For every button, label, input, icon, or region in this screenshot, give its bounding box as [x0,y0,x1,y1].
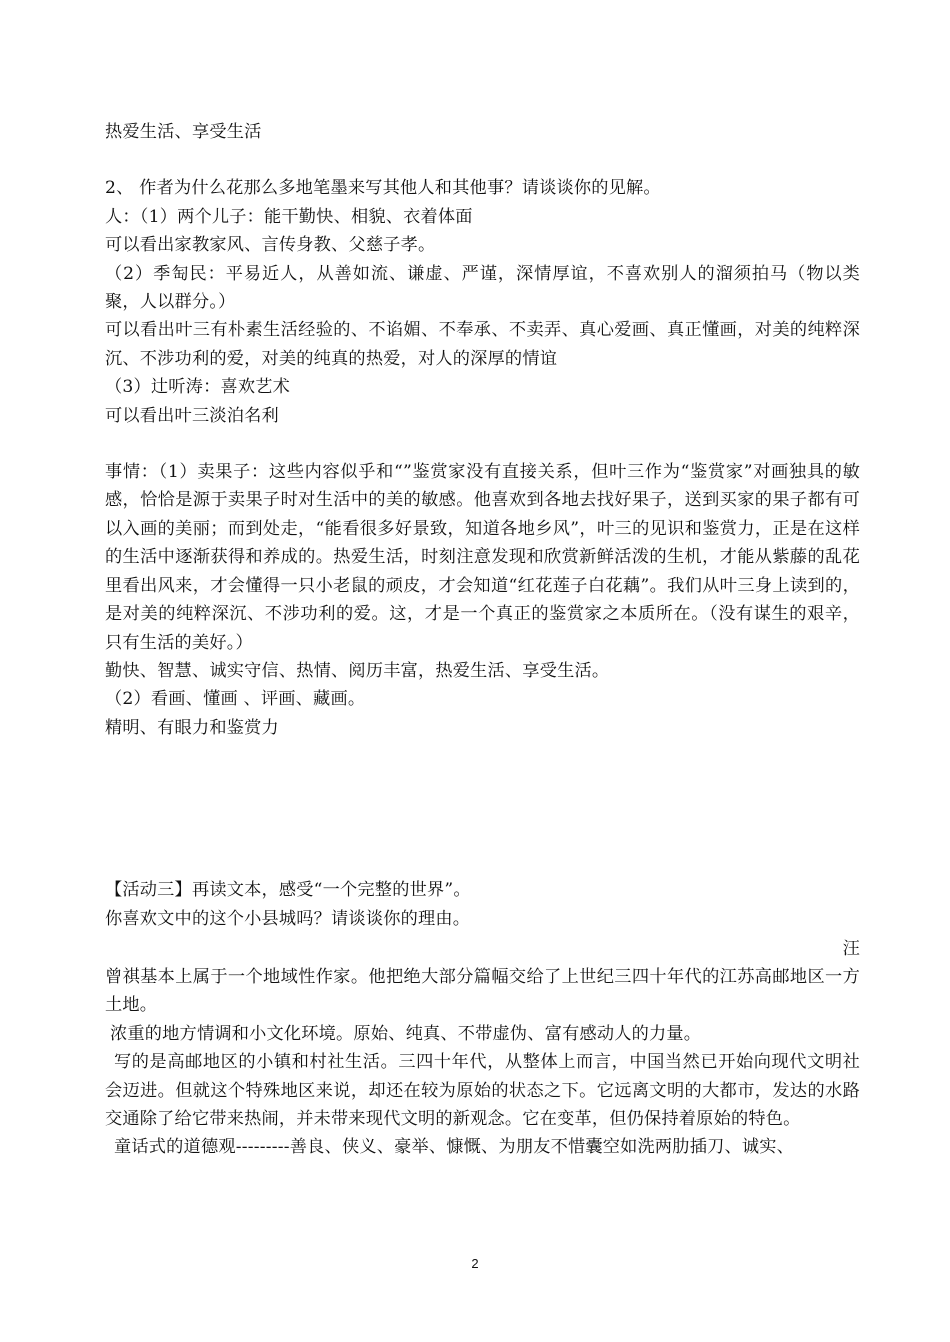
activity-3-title: 【活动三】再读文本，感受“一个完整的世界”。 [105,880,471,901]
author-name-start: 汪 [842,938,860,959]
events-2: （2）看画、懂画 、评画、藏画。 [105,689,366,710]
events-1-summary: 勤快、智慧、诚实守信、热情、阅历丰富，热爱生活、享受生活。 [105,660,610,681]
events-2-summary: 精明、有眼力和鉴赏力 [105,717,279,738]
activity-3-question: 你喜欢文中的这个小县城吗？请谈谈你的理由。 [105,908,471,929]
author-intro: 曾祺基本上属于一个地域性作家。他把绝大部分篇幅交给了上世纪三四十年代的江苏高邮地区一方土地。 [105,966,860,1016]
local-color: 浓重的地方情调和小文化环境。原始、纯真、不带虚伪、富有感动人的力量。 [110,1023,702,1044]
people-2-analysis: 可以看出叶三有朴素生活经验的、不谄媚、不奉承、不卖弄、真心爱画、真正懂画，对美的纯粹深沉、不涉功利的爱，对美的纯真的热爱，对人的深厚的情谊 [105,320,860,369]
people-3-analysis: 可以看出叶三淡泊名利 [105,405,279,426]
page-number: 2 [471,1256,479,1271]
spacer [105,146,860,174]
question-2: 2、 作者为什么花那么多地笔墨来写其他人和其他事？请谈谈你的见解。 [105,178,661,199]
spacer [105,430,860,458]
people-1-analysis: 可以看出家教家风、言传身教、父慈子孝。 [105,235,436,256]
paragraph-1: 热爱生活、享受生活 [105,122,262,142]
events-1: 事情：（1）卖果子：这些内容似乎和“”鉴赏家没有直接关系，但叶三作为“鉴赏家”对画独具的敏感，恰恰是源于卖果子时对生活中的美的敏感。他喜欢到各地去找好果子，送到买家的果子都有可以入画的美丽；而到处走，“能看很多好景致，知道各地乡风”，叶三的见识和鉴赏力，正是在这样的生活中逐渐获得和养成的。热爱生活，时刻注意发现和欣赏新鲜活泼的生机，才能从紫藤的乱花里看出风来，才会懂得一只小老鼠的顽皮，才会知道“红花莲子白花藕”。我们从叶三身上读到的，是对美的纯粹深沉、不涉功利的爱。这，才是一个真正的鉴赏家之本质所在。（没有谋生的艰辛，只有生活的美好。） [105,462,860,653]
people-3: （3）辻听涛：喜欢艺术 [105,377,291,398]
people-2: （2）季匋民：平易近人，从善如流、谦虚、严谨，深情厚谊，不喜欢别人的溜须拍马（物以类聚，人以群分。） [105,263,860,313]
fairy-tale-morality: 童话式的道德观---------善良、侠义、豪举、慷慨、为朋友不惜囊空如洗两肋插刀、诚实、 [114,1137,795,1158]
page-body [105,118,860,1162]
spacer [105,742,860,876]
people-1: 人：（1）两个儿子：能干勤快、相貌、衣着体面 [105,206,473,227]
gaoyou-description: 写的是高邮地区的小镇和村社生活。三四十年代，从整体上而言，中国当然已开始向现代文明社会迈进。但就这个特殊地区来说，却还在较为原始的状态之下。它远离文明的大都市，发达的水路交通除了给它带来热闹，并未带来现代文明的新观念。它在变革，但仍保持着原始的特色。 [105,1052,860,1129]
